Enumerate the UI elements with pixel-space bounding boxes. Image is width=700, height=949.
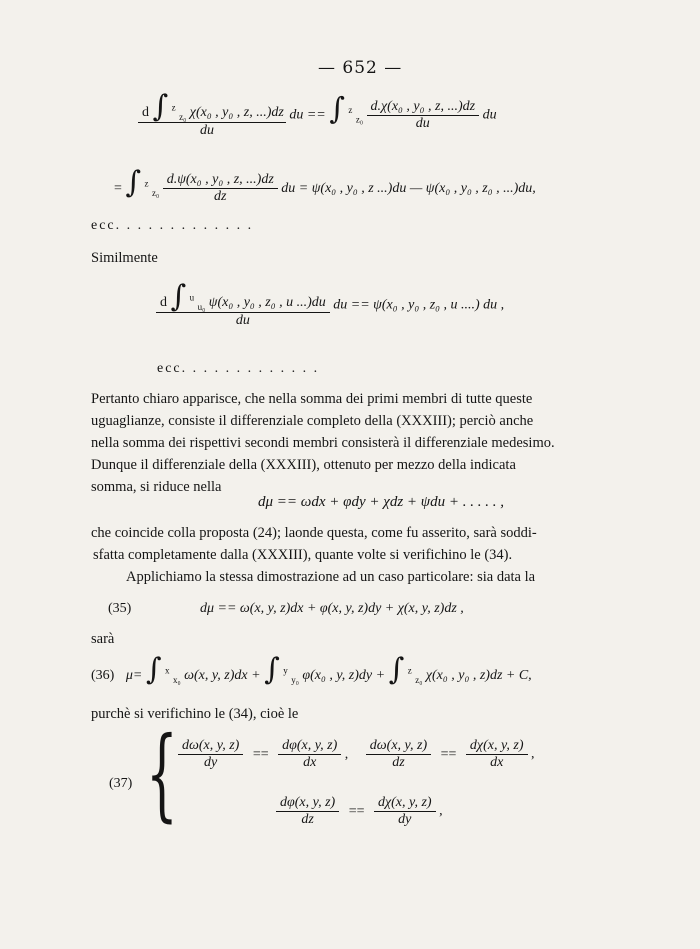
eq-c-fraction (156, 279, 330, 329)
eq-36-upper-limit-2: y (283, 665, 288, 676)
eq-36-label: (36) (91, 668, 115, 683)
eq-36-upper-limit-1: x (164, 665, 170, 676)
left-brace: { (146, 715, 178, 832)
eq-37-fraction (178, 738, 243, 771)
eq-36-term-3: χ(x₀ , y₀ , z)dz + C, (425, 668, 532, 683)
eq-b-lead: = (114, 181, 122, 196)
page-number: — 652 — (318, 58, 403, 78)
eq-b-rest: du = ψ(x₀ , y₀ , z ...)du — ψ(x₀ , y₀ , z₀ , ...)du, (281, 181, 536, 196)
paragraph-1-line: somma, si riduce nella (91, 479, 222, 495)
eq-37-fraction (276, 795, 339, 828)
equation-35-label: (35) (108, 601, 132, 616)
eq-37-denominator: dx (490, 755, 504, 770)
eq-36-term-1: ω(x, y, z)dx + (184, 668, 261, 683)
paragraph-1 (91, 388, 611, 498)
eq-36-term-2: φ(x₀ , y, z)dy + (302, 668, 386, 683)
paragraph-1-line: uguaglianze, consiste il differenziale completo della (XXXIII); perciò anche (91, 413, 534, 429)
eq-36-upper-limit-3: z (407, 665, 412, 676)
eq-37-denominator: dz (301, 812, 314, 827)
eq-36-lower-limit-3: z₀ (415, 674, 423, 685)
eq-37-fraction (374, 795, 436, 828)
eq-37-numerator: dω(x, y, z) (182, 738, 240, 753)
equation-37-row-2 (276, 795, 443, 828)
eq-37-numerator: dχ(x, y, z) (469, 738, 524, 753)
equation-c (156, 279, 505, 329)
paragraph-1-line: Pertanto chiaro apparisce, che nella somma dei primi membri di tutte queste (91, 391, 533, 407)
eq-b-fraction (163, 172, 278, 205)
eq-37-denominator: dy (204, 755, 218, 770)
eq-a-left-fraction (138, 89, 286, 139)
eq-37-fraction (466, 738, 528, 771)
paragraph-2-line: che coincide colla proposta (24); laonde questa, come fu asserito, sarà soddi- (91, 525, 537, 541)
eq-a-denominator: du (200, 123, 214, 138)
integral-sign: ∫ (152, 89, 169, 124)
equation-a (138, 89, 497, 139)
similmente-text: Similmente (91, 250, 158, 266)
eq-37-denominator: dz (392, 755, 405, 770)
eq-a-mid: du == (289, 107, 326, 123)
eq-b-lower-limit: z₀ (152, 187, 160, 198)
eq-36-lower-limit-2: y₀ (291, 674, 299, 685)
eq-37-comma: , (531, 746, 535, 762)
eq-a-numerator-2: d.χ(x₀ , y₀ , z, ...)dz (370, 99, 476, 114)
eq-37-numerator: dφ(x, y, z) (280, 795, 336, 810)
integral-sign: ∫ (329, 91, 345, 127)
eq-c-numerator: ψ(x₀ , y₀ , z₀ , u ...)du (208, 295, 326, 310)
eq-37-numerator: dω(x, y, z) (369, 738, 428, 753)
eq-b-denominator: dz (214, 189, 227, 205)
paragraph-1-line: nella somma dei rispettivi secondi membri consisterà il differenziale medesimo. (91, 435, 555, 451)
eq-a-denominator-2: du (415, 116, 430, 131)
eq-a-right-fraction (367, 99, 480, 132)
eq-37-denominator: dx (303, 755, 317, 770)
eq-b-upper-limit: z (144, 178, 149, 189)
paragraph-2-line: sfatta completamente dalla (XXXIII), quante volte si verifichino le (34). (93, 547, 513, 563)
eq-37-label: (37) (109, 776, 133, 791)
eq-37-equals: == (348, 803, 365, 819)
integral-sign: ∫ (125, 165, 142, 200)
eq-a-lower-limit-2: z₀ (355, 114, 364, 125)
paragraph-1-line: Dunque il differenziale della (XXXIII), ottenuto per mezzo della indicata (91, 457, 516, 473)
eq-b-numerator: d.ψ(x₀ , y₀ , z, ...)dz (166, 172, 274, 188)
eq-a-upper-limit: z (171, 102, 176, 113)
eq-35-body: dμ == ω(x, y, z)dx + φ(x, y, z)dy + χ(x, y, z)dz , (200, 601, 464, 616)
eq-c-upper-limit: u (189, 292, 195, 303)
eq-d-body: dμ == ωdx + φdy + χdz + ψdu + . . . . . , (258, 494, 504, 510)
eq-37-numerator: dφ(x, y, z) (282, 738, 338, 753)
eq-37-numerator: dχ(x, y, z) (377, 795, 432, 810)
eq-37-fraction (366, 738, 431, 771)
integral-sign: ∫ (388, 652, 405, 687)
eq-37-equals: == (252, 746, 269, 762)
eq-c-denominator: du (235, 313, 250, 328)
eq-36-lhs: μ= (125, 668, 143, 683)
paragraph-2 (91, 522, 611, 566)
eq-a-integrand: χ(x₀ , y₀ , z, ...)dz (189, 105, 284, 120)
eq-37-comma: , (439, 803, 443, 819)
eq-c-rest: du == ψ(x₀ , y₀ , z₀ , u ....) du , (333, 297, 505, 313)
ecc-line-2: ecc. . . . . . . . . . . . . (157, 361, 320, 376)
equation-36 (91, 652, 532, 687)
equation-d (258, 494, 504, 511)
equation-35 (200, 601, 464, 617)
eq-a-tail: du (482, 107, 497, 123)
eq-37-denominator: dy (398, 812, 412, 827)
sara-text: sarà (91, 631, 115, 647)
paragraph-4: purchè si verifichino le (34), cioè le (91, 706, 299, 722)
eq-c-lower-limit: u₀ (197, 301, 206, 312)
equation-37-row-1 (178, 738, 535, 771)
integral-sign: ∫ (170, 279, 187, 314)
equation-b (114, 165, 536, 205)
eq-37-comma: , (344, 746, 349, 762)
eq-37-equals: == (440, 746, 457, 762)
eq-a-upper-limit-2: z (348, 105, 353, 116)
integral-sign: ∫ (264, 652, 280, 687)
paragraph-3: Applichiamo la stessa dimostrazione ad un caso particolare: sia data la (126, 569, 536, 585)
eq-a-d: d (142, 105, 149, 120)
ecc-line-1: ecc. . . . . . . . . . . . . (91, 218, 254, 233)
eq-a-lower-limit: z₀ (179, 111, 187, 122)
eq-37-fraction (278, 738, 341, 771)
eq-c-d: d (160, 295, 167, 310)
eq-36-lower-limit-1: x₀ (172, 674, 181, 685)
integral-sign: ∫ (145, 652, 162, 687)
